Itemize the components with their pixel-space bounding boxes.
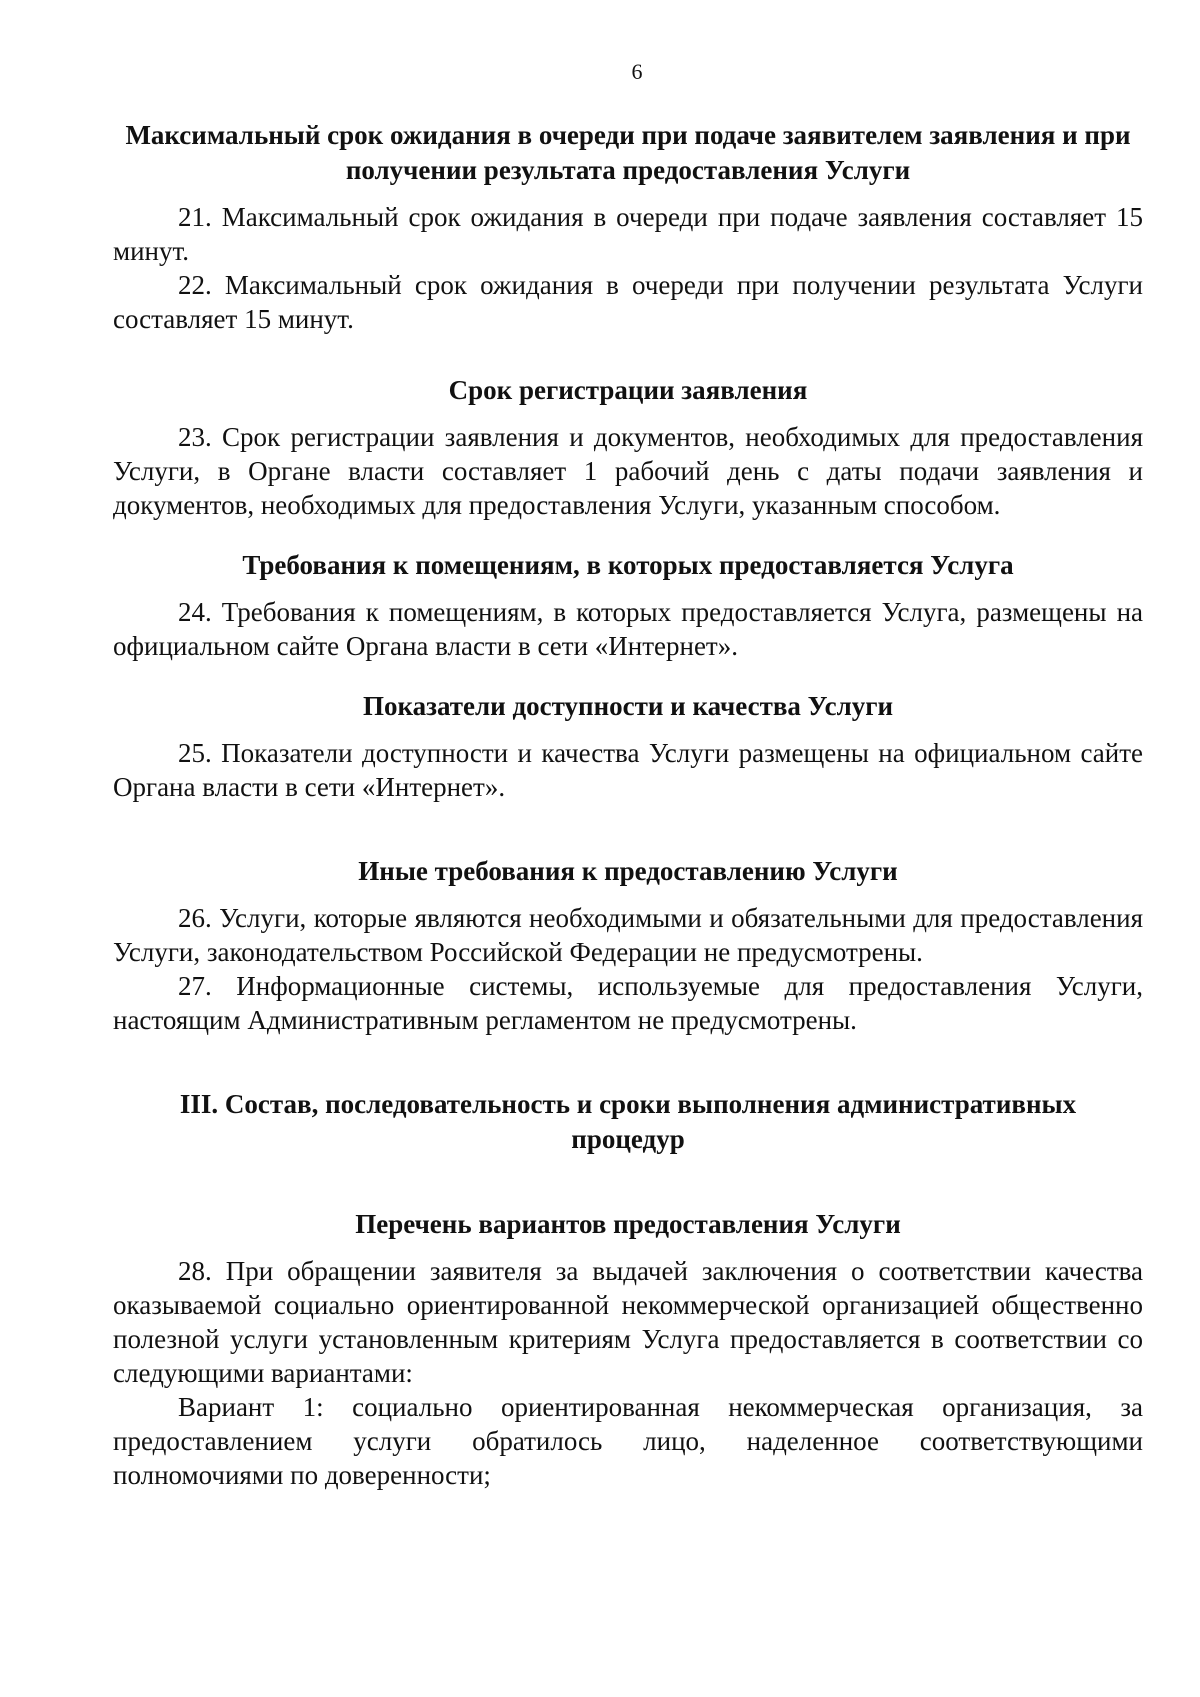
heading-service-variants: Перечень вариантов предоставления Услуги (355, 1209, 901, 1239)
paragraph-28: 28. При обращении заявителя за выдачей заключения о соответствии качества оказываемой социально ориентированной некоммерческой организацией общественно полезной услуги установленным критериям Услуга предоставляется в соответствии со следующими вариантами: (113, 1256, 1143, 1388)
heading-other-requirements: Иные требования к предоставлению Услуги (358, 856, 898, 886)
heading-premises-requirements: Требования к помещениям, в которых предоставляется Услуга (242, 550, 1014, 580)
variant-1: Вариант 1: социально ориентированная некоммерческая организация, за предоставлением услуги обратилось лицо, наделенное соответствующими полномочиями по доверенности; (113, 1392, 1143, 1490)
paragraph-22: 22. Максимальный срок ожидания в очереди при получении результата Услуги составляет 15 минут. (113, 270, 1143, 334)
paragraph-23: 23. Срок регистрации заявления и документов, необходимых для предоставления Услуги, в Органе власти составляет 1 рабочий день с даты подачи заявления и документов, необходимых для предоставления Услуги, указанным способом. (113, 422, 1143, 520)
chapter-3-heading: III. Состав, последовательность и сроки выполнения административных процедур (179, 1089, 1077, 1154)
paragraph-21: 21. Максимальный срок ожидания в очереди при подаче заявления составляет 15 минут. (113, 202, 1143, 266)
paragraph-27: 27. Информационные системы, используемые для предоставления Услуги, настоящим Административным регламентом не предусмотрены. (113, 971, 1143, 1035)
heading-queue-wait-time: Максимальный срок ожидания в очереди при подаче заявителем заявления и при получении результата предоставления Услуги (125, 120, 1131, 185)
page-number: 6 (631, 59, 643, 84)
heading-quality-indicators: Показатели доступности и качества Услуги (362, 691, 894, 721)
document-page (113, 58, 1143, 1492)
heading-registration-term: Срок регистрации заявления (448, 375, 808, 405)
paragraph-25: 25. Показатели доступности и качества Услуги размещены на официальном сайте Органа власти в сети «Интернет». (113, 738, 1143, 802)
paragraph-26: 26. Услуги, которые являются необходимыми и обязательными для предоставления Услуги, законодательством Российской Федерации не предусмотрены. (113, 903, 1143, 967)
paragraph-24: 24. Требования к помещениям, в которых предоставляется Услуга, размещены на официальном сайте Органа власти в сети «Интернет». (113, 597, 1143, 661)
